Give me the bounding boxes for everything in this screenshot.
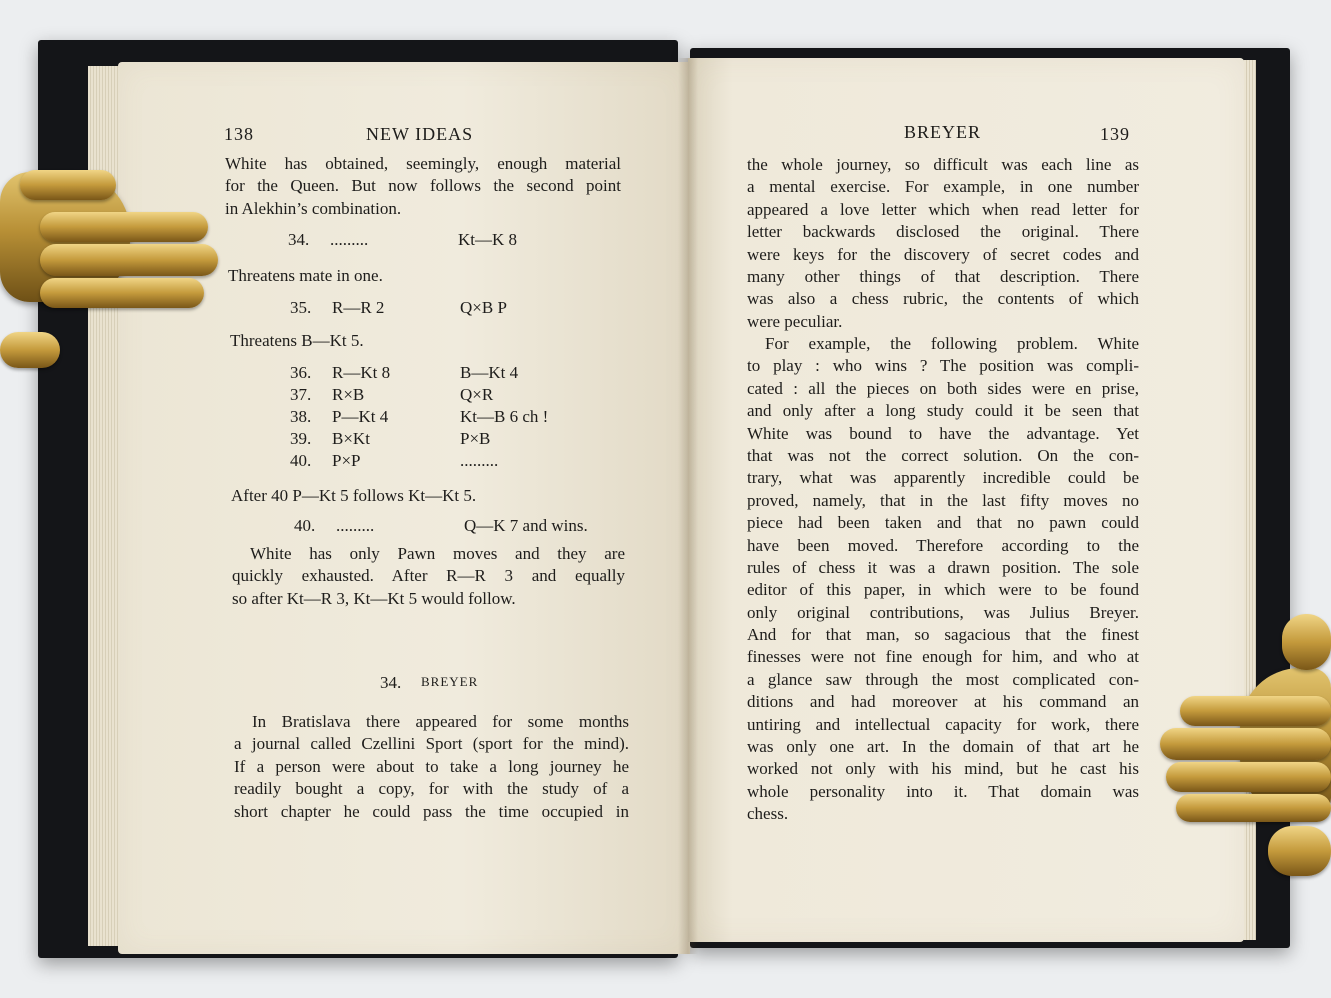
text-line: editor of this paper, in which were to be found [747,580,1139,600]
brass-finger [20,170,116,200]
move-row [290,407,550,429]
text-line: many other things of that description. There [747,266,1139,286]
text-line: a glance saw through the most complicated con- [747,669,1139,689]
black-move: Q×R [460,385,494,404]
text-line: untiring and intellectual capacity for work, there [747,714,1139,734]
note-after-40: After 40 P—Kt 5 follows Kt—Kt 5. [231,486,477,505]
brass-chain-link [1282,614,1331,670]
moves-table [290,363,550,473]
white-move: P—Kt 4 [332,407,389,426]
black-move: Kt—B 6 ch ! [460,407,549,426]
text-line: short chapter he could pass the time occupied in [234,801,629,821]
move-number: 38. [290,407,312,426]
move-number: 36. [290,363,312,382]
move-35 [290,298,550,320]
text-line: a mental exercise. For example, in one number [747,177,1139,197]
white-move: R×B [332,385,365,404]
brass-finger [1166,762,1331,792]
running-head-left: NEW IDEAS [366,124,474,144]
paragraph-2 [747,333,1139,826]
text-line: was also a chess rubric, the contents of which [747,289,1139,309]
brass-finger [40,278,204,308]
note-threatens-b-kt5: Threatens B—Kt 5. [230,331,364,350]
running-head-right: BREYER [904,122,982,142]
section-number: 34. [380,673,402,692]
white-move: B×Kt [332,429,370,448]
right-page [688,58,1244,942]
black-move: Q×B P [460,298,507,317]
book-gutter [678,58,698,954]
section-title: BREYER [421,674,479,689]
text-line: In Bratislava there appeared for some months [252,712,629,731]
text-line: have been moved. Therefore according to the [747,535,1139,555]
text-line: so after Kt—R 3, Kt—Kt 5 would follow. [232,588,516,608]
move-34 [288,230,548,252]
brass-finger [1180,696,1331,726]
black-move: Kt—K 8 [458,230,518,249]
text-line: finesses were not fine enough for him, and who at [747,647,1139,667]
move-number: 34. [288,230,310,249]
white-move: R—R 2 [332,298,385,317]
black-move: ......... [460,451,499,470]
text-line: rules of chess it was a drawn position. The sole [747,557,1139,577]
left-page [118,62,690,954]
move-number: 40. [290,451,312,470]
text-line: quickly exhausted. After R—R 3 and equally [232,566,625,586]
brass-finger [1176,794,1331,822]
move-row [290,429,550,451]
text-line: whole personality into it. That domain was [747,781,1139,801]
black-move: B—Kt 4 [460,363,519,382]
move-number: 39. [290,429,312,448]
text-line: a journal called Czellini Sport (sport for the mind). [234,734,629,754]
move-row [290,363,550,385]
text-line: were peculiar. [747,311,843,331]
text-line: to play : who wins ? The position was compli- [747,356,1139,376]
breyer-paragraph [234,711,629,823]
page-number-left: 138 [224,124,254,144]
white-move: R—Kt 8 [332,363,391,382]
closing-paragraph [232,543,625,610]
move-number: 40. [294,516,316,535]
white-move: ......... [330,230,369,249]
move-40-alt [294,516,594,538]
text-line: If a person were about to take a long journey he [234,756,629,776]
text-line: worked not only with his mind, but he cast his [747,759,1139,779]
text-line: and only after a long study could it be seen that [747,401,1139,421]
text-line: only original contributions, was Julius Breyer. [747,602,1139,622]
intro-paragraph [225,153,621,220]
white-move: P×P [332,451,361,470]
white-move: ......... [336,516,375,535]
note-threatens-mate: Threatens mate in one. [228,266,383,285]
text-line: were keys for the discovery of secret codes and [747,244,1139,264]
text-line: appeared a love letter which when read letter for [747,199,1139,219]
text-line: For example, the following problem. White [765,334,1139,353]
page-number-right: 139 [1100,124,1130,144]
move-row [290,451,550,473]
text-line: for the Queen. But now follows the second point [225,176,621,196]
brass-finger [1160,728,1331,760]
text-line: letter backwards disclosed the original. There [747,222,1139,242]
text-line: And for that man, so sagacious that the finest [747,625,1139,645]
move-row [290,385,550,407]
black-move: P×B [460,429,491,448]
text-line: White was bound to have the advantage. Yet [747,423,1139,443]
text-line: chess. [747,804,789,824]
text-line: White has obtained, seemingly, enough material [225,154,621,173]
paragraph-1 [747,154,1139,333]
black-move: Q—K 7 and wins. [464,516,588,535]
text-line: proved, namely, that in the last fifty moves no [747,490,1139,510]
text-line: White has only Pawn moves and they are [250,544,625,563]
move-number: 35. [290,298,312,317]
brass-finger [40,212,208,242]
text-line: piece had been taken and that no pawn could [747,513,1139,533]
text-line: was only one art. In the domain of that art he [747,737,1139,757]
text-line: trary, what was apparently incredible could be [747,468,1139,488]
text-line: cated : all the pieces on both sides were en prise, [747,378,1139,398]
brass-chain-link [1268,826,1331,876]
text-line: in Alekhin’s combination. [225,198,402,218]
brass-finger [40,244,218,276]
text-line: ditions and had moreover at his command an [747,692,1139,712]
brass-wrist [0,332,60,368]
move-number: 37. [290,385,312,404]
text-line: the whole journey, so difficult was each line as [747,155,1139,174]
text-line: that was not the correct solution. On the con- [747,445,1139,465]
text-line: readily bought a copy, for with the study of a [234,779,629,799]
